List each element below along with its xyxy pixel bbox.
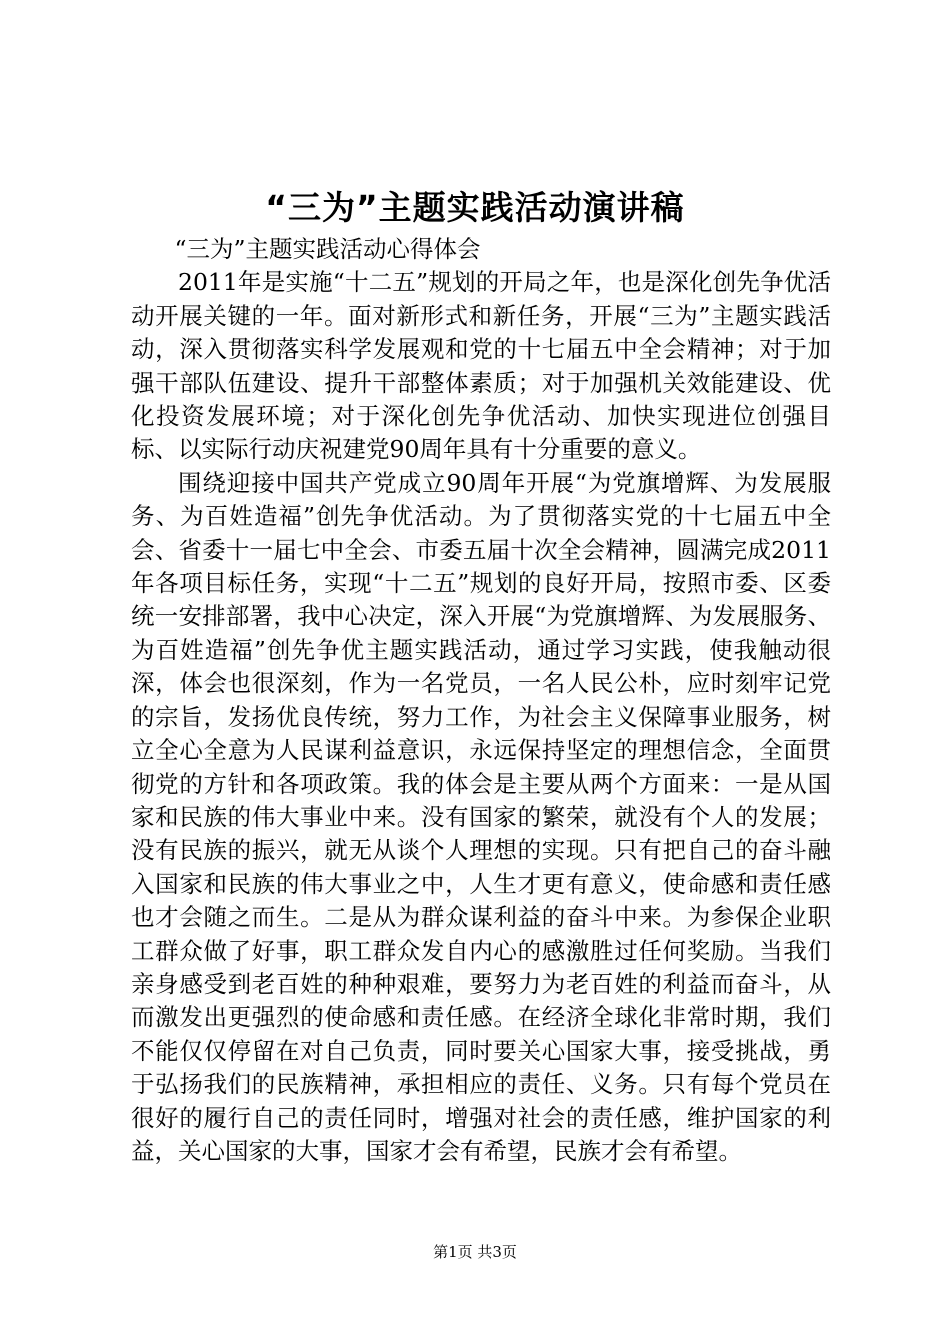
document-body (131, 233, 831, 1168)
page-number-footer: 第1页 共3页 (433, 1243, 517, 1261)
paragraph-1: 2011年是实施“十二五”规划的开局之年，也是深化创先争优活动开展关键的一年。面对新形式和新任务，开展“三为”主题实践活动，深入贯彻落实科学发展观和党的十七届五中全会精神；对于加强干部队伍建设、提升干部整体素质；对于加强机关效能建设、优化投资发展环境；对于深化创先争优活动、加快实现进位创强目标、以实际行动庆祝建党90周年具有十分重要的意义。 (131, 268, 831, 464)
document-title: “三为”主题实践活动演讲稿 (265, 188, 685, 227)
paragraph-2: 围绕迎接中国共产党成立90周年开展“为党旗增辉、为发展服务、为百姓造福”创先争优活动。为了贯彻落实党的十七届五中全会、省委十一届七中全会、市委五届十次全会精神，圆满完成2011年各项目标任务，实现“十二五”规划的良好开局，按照市委、区委统一安排部署，我中心决定，深入开展“为党旗增辉、为发展服务、为百姓造福”创先争优主题实践活动，通过学习实践，使我触动很深，体会也很深刻，作为一名党员，一名人民公朴，应时刻牢记党的宗旨，发扬优良传统，努力工作，为社会主义保障事业服务，树立全心全意为人民谋利益意识，永远保持坚定的理想信念，全面贯彻党的方针和各项政策。我的体会是主要从两个方面来：一是从国家和民族的伟大事业中来。没有国家的繁荣，就没有个人的发展；没有民族的振兴，就无从谈个人理想的实现。只有把自己的奋斗融入国家和民族的伟大事业之中，人生才更有意义，使命感和责任感也才会随之而生。二是从为群众谋利益的奋斗中来。为参保企业职工群众做了好事，职工群众发自内心的感激胜过任何奖励。当我们亲身感受到老百姓的种种艰难，要努力为老百姓的利益而奋斗，从而激发出更强烈的使命感和责任感。在经济全球化非常时期，我们不能仅仅停留在对自己负责，同时要关心国家大事，接受挑战，勇于弘扬我们的民族精神，承担相应的责任、义务。只有每个党员在很好的履行自己的责任同时，增强对社会的责任感，维护国家的利益，关心国家的大事，国家才会有希望，民族才会有希望。 (131, 468, 831, 1165)
document-subtitle: “三为”主题实践活动心得体会 (174, 235, 481, 263)
